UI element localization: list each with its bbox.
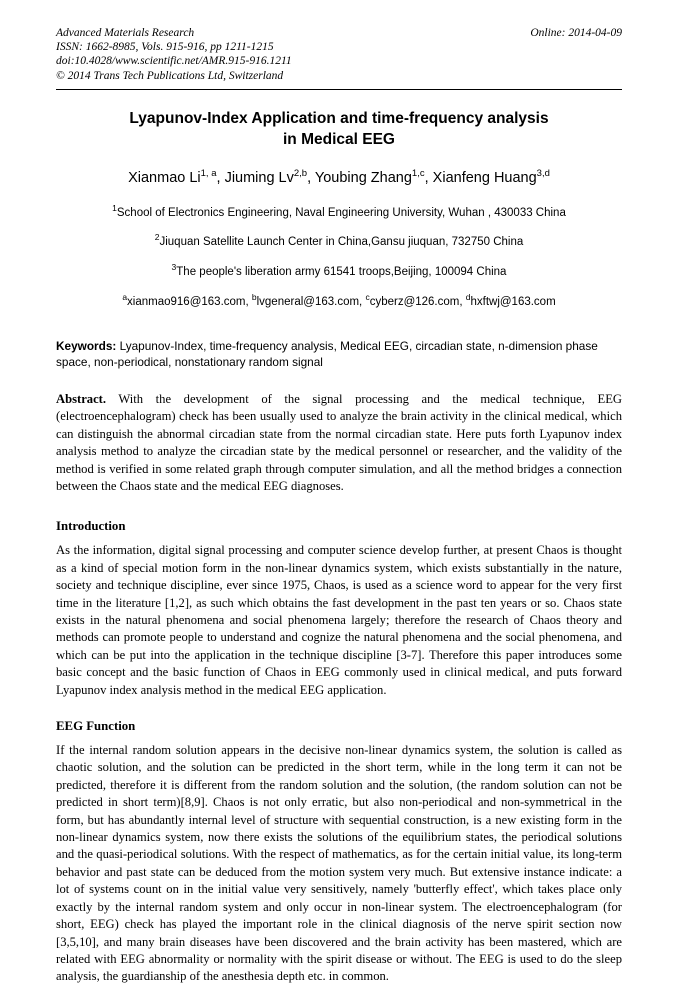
affiliation-2-text: Jiuquan Satellite Launch Center in China,Gansu jiuquan, 732750 China [159,236,524,249]
affiliation-3-sup: 3 [171,262,177,273]
author-2-sup: 2,b [293,167,308,179]
email-1-sup: a [122,292,128,303]
keywords-block [56,338,622,371]
abstract-block [56,391,622,495]
affiliation-1 [56,200,622,221]
keywords-text: Lyapunov-Index, time-frequency analysis, Medical EEG, circadian state, n-dimension phase space, non-periodical, nonstationary random signal [56,338,598,370]
email-2-sup: b [251,292,257,303]
page-header [56,26,622,83]
author-1-name: Xianmao Li [128,169,201,186]
section-heading-introduction: Introduction [56,519,126,534]
author-sep-2: , [307,169,315,186]
affiliation-2-sup: 2 [154,232,160,243]
author-sep-3: , [424,169,433,186]
affiliation-3 [56,259,622,280]
abstract-text: With the development of the signal processing and the medical technique, EEG (electroencephalogram) check has been usually used to analyze the brain activity in the clinical medical, which can distinguish the abnormal circadian state from the normal circadian state. Here puts forth Lyapunov index analysis method to analyze the circadian state by the medical personnel or researcher, and the validity of the method is verified in some related graph through computer simulation, and all the method bridges a connection between the Chaos state and the medical EEG diagnoses. [56,391,622,493]
email-3-address[interactable]: cyberz@126.com, [369,295,466,308]
author-3-sup: 1,c [411,167,425,179]
doi-line: doi:10.4028/www.scientific.net/AMR.915-916.1211 [56,55,292,68]
online-date: Online: 2014-04-09 [530,27,622,39]
affiliation-1-text: School of Electronics Engineering, Naval Engineering University, Wuhan , 430033 China [116,206,566,219]
author-sep-1: , [216,169,225,186]
email-3-sup: c [365,292,370,303]
journal-name: Advanced Materials Research [56,27,195,39]
author-4-name: Xianfeng Huang [432,169,537,186]
author-4-sup: 3,d [536,167,550,179]
affiliation-2 [56,229,622,250]
abstract-label: Abstract. [56,391,107,406]
copyright-line: © 2014 Trans Tech Publications Ltd, Switzerland [56,69,284,82]
title-line-1: Lyapunov-Index Application and time-frequency analysis [129,109,549,127]
email-1-address[interactable]: xianmao916@163.com, [127,295,252,308]
issn-line: ISSN: 1662-8985, Vols. 915-916, pp 1211-1215 [56,41,274,54]
affiliation-1-sup: 1 [112,202,117,213]
email-4-address[interactable]: hxftwj@163.com [470,295,556,308]
author-1-sup: 1, a [200,167,217,179]
email-4-sup: d [465,292,471,303]
author-2-name: Jiuming Lv [224,169,294,186]
page-title [56,108,622,150]
section-heading-eeg-function: EEG Function [56,719,136,734]
affiliation-3-text: The people's liberation army 61541 troops,Beijing, 100094 China [176,266,507,279]
keywords-label: Keywords: [56,338,117,353]
author-emails [56,289,622,310]
section-paragraph-eeg-function: If the internal random solution appears in the decisive non-linear dynamics system, the solution is called as chaotic solution, and the solution can be predicted in the short term, while in the long term it can not be predicted, therefore it is different from the random solution and the solution, (the random solution can not be predicted in short term)[8,9]. Chaos is not only erratic, but also non-periodical and non-symmetrical in the form, but has abundantly internal level of structure with sequential construction, is a new existing form in the non-linear dynamics system, now there exists the solutions of the equilibrium states, the periodical solutions and the quasi-periodical solutions. With the respect of mathematics, as for the certain initial value, its long-term behavior and past state can be deduced from the motion system very much. But extensive instance indicate: a lot of systems count on in the initial value very sensitively, namely 'butterfly effect', which takes place only exactly by the internal random system and only occur in non-linear system. The electroencephalogram (for short, EEG) check has played the important role in the clinical diagnosis of the nerve spirit section now [3,5,10], and many brain diseases have been discovered and the brain activity has been mastered, which are related with EEG abnormality or normality with the spirit disease or without. The EEG is used to do the sleep analysis, the guardianship of the anesthesia depth etc. in common. [56,743,622,984]
title-line-2: in Medical EEG [283,130,395,148]
header-divider [56,89,622,90]
email-2-address[interactable]: lvgeneral@163.com, [256,295,366,308]
section-paragraph-introduction: As the information, digital signal processing and computer science develop further, at present Chaos is thought as a kind of special motion form in the non-linear dynamics system, which exists substantially in the nature, society and technique discipline, ever since 1975, Chaos, is used as a science word to appear for the very first time in the literature [1,2], as such which obtains the fast development in the past ten years or so. Chaos state exists in the natural phenomena and social phenomena largely; therefore the research of Chaos theory and methods can promote people to understand and cognize the natural phenomena and the social phenomena, and which can be put into the application in the technique discipline [3-7]. Therefore this paper introduces some basic concept and the basic function of Chaos in EEG commonly used in clinical medical, and puts forward Lyapunov index analysis method in the medical EEG application. [56,543,622,697]
author-list [56,164,622,188]
author-3-name: Youbing Zhang [314,169,412,186]
